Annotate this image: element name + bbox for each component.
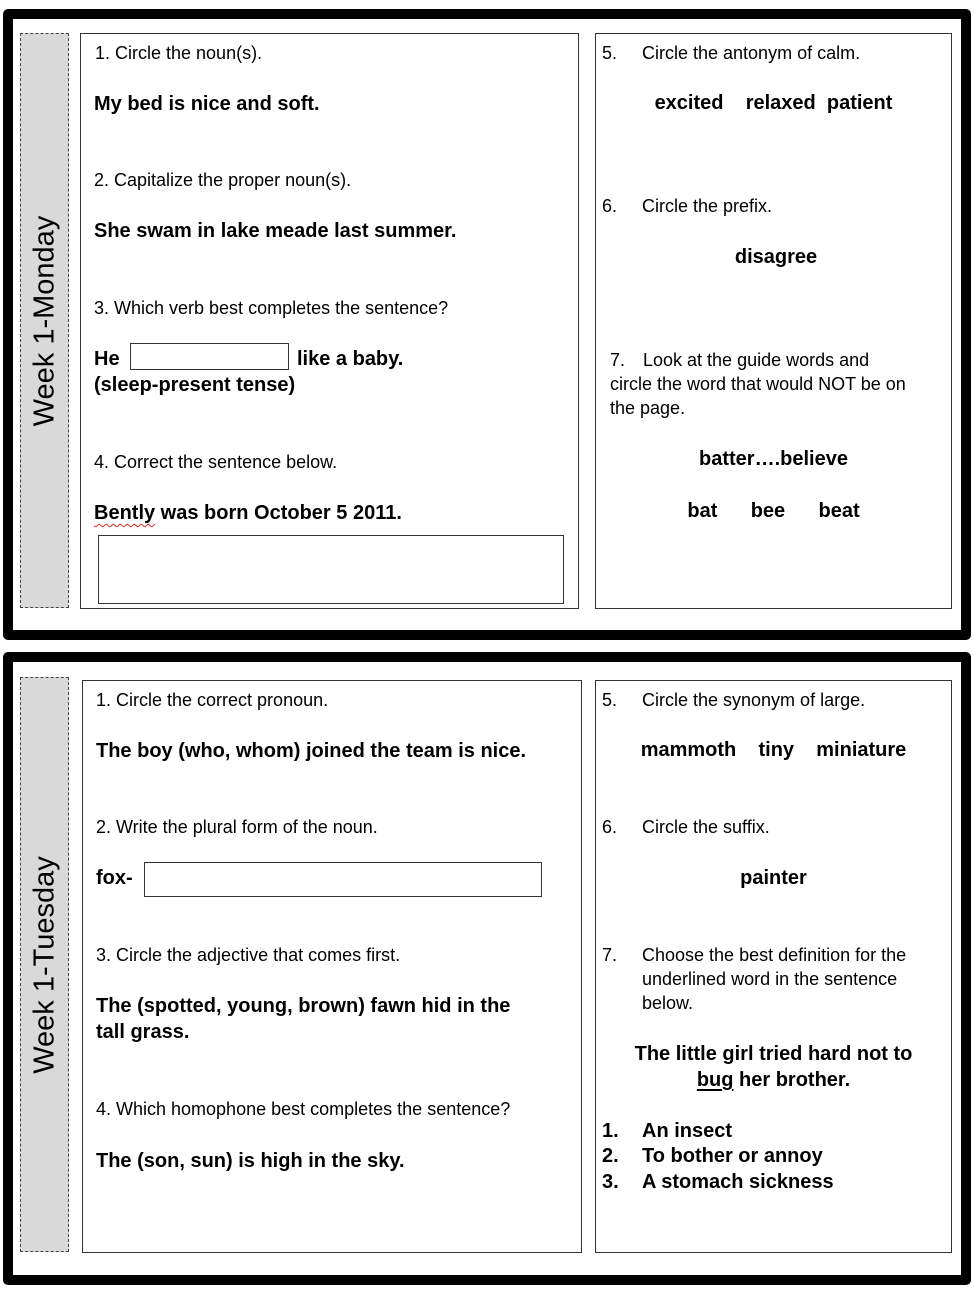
- monday-q4-answer-field[interactable]: [98, 535, 564, 604]
- monday-q6-prompt: Circle the prefix.: [642, 196, 773, 216]
- underlined-word: bug: [696, 1069, 734, 1091]
- tuesday-q7-line2: underlined word in the sentence: [642, 969, 898, 989]
- tuesday-q7-num: 7.: [602, 945, 618, 965]
- tuesday-q6-prompt: Circle the suffix.: [642, 817, 770, 837]
- tuesday-q6-word: painter: [740, 867, 807, 889]
- tuesday-q7-line3: below.: [642, 993, 694, 1013]
- tuesday-q7-choice-3: A stomach sickness: [642, 1171, 834, 1193]
- monday-q3-after: like a baby.: [297, 348, 404, 370]
- tuesday-q7-sentence-line2: [596, 1067, 951, 1093]
- monday-q3-answer-field[interactable]: [130, 343, 289, 370]
- monday-q7-options: bat bee beat: [687, 500, 860, 522]
- monday-q2-sentence: She swam in lake meade last summer.: [94, 220, 457, 242]
- monday-side-tab: [20, 33, 69, 608]
- tuesday-q3-prompt: 3. Circle the adjective that comes first.: [96, 945, 401, 965]
- monday-q4-prompt: 4. Correct the sentence below.: [94, 452, 338, 472]
- tuesday-q7-choice-3-num: 3.: [602, 1171, 619, 1193]
- tuesday-q5-prompt: Circle the synonym of large.: [642, 690, 866, 710]
- tuesday-q7-line1: Choose the best definition for the: [642, 945, 907, 965]
- monday-q5-options: excited relaxed patient: [654, 92, 893, 114]
- monday-q6-word: disagree: [734, 246, 818, 268]
- monday-q7-line3: the page.: [610, 398, 686, 418]
- tuesday-q7-choice-2-num: 2.: [602, 1145, 619, 1167]
- tuesday-side-tab: [20, 677, 69, 1252]
- monday-q2-prompt: 2. Capitalize the proper noun(s).: [94, 170, 352, 190]
- monday-q1-prompt: 1. Circle the noun(s).: [95, 43, 263, 63]
- monday-q5-num: 5.: [602, 43, 618, 63]
- monday-q3-hint: (sleep-present tense): [94, 374, 296, 396]
- monday-q7-line2: circle the word that would NOT be on: [610, 374, 906, 394]
- tuesday-q7-sentence-rest: her brother.: [733, 1069, 851, 1091]
- tuesday-q3-line1: The (spotted, young, brown) fawn hid in the: [96, 995, 511, 1017]
- monday-q5-prompt: Circle the antonym of calm.: [642, 43, 861, 63]
- monday-q3-prompt: 3. Which verb best completes the sentence?: [94, 298, 449, 318]
- monday-q7-num: 7.: [610, 350, 626, 370]
- tuesday-q7-sentence-line1: The little girl tried hard not to: [634, 1043, 913, 1065]
- misspelled-word: Bently: [94, 502, 156, 524]
- monday-label: Week 1-Monday: [28, 215, 60, 426]
- monday-q7-guide-words: batter….believe: [699, 448, 848, 470]
- tuesday-q1-sentence: The boy (who, whom) joined the team is nice.: [96, 740, 527, 762]
- tuesday-q4-prompt: 4. Which homophone best completes the sentence?: [96, 1099, 511, 1119]
- tuesday-q5-num: 5.: [602, 690, 618, 710]
- monday-q3-before: He: [94, 348, 120, 370]
- monday-q7-line1: Look at the guide words and: [643, 350, 870, 370]
- tuesday-q7-choice-1-num: 1.: [602, 1120, 619, 1142]
- tuesday-q7-choice-1: An insect: [642, 1120, 733, 1142]
- tuesday-label: Week 1-Tuesday: [28, 855, 60, 1074]
- tuesday-q2-prompt: 2. Write the plural form of the noun.: [96, 817, 378, 837]
- tuesday-q4-sentence: The (son, sun) is high in the sky.: [96, 1150, 405, 1172]
- tuesday-q6-num: 6.: [602, 817, 618, 837]
- tuesday-q7-choice-2: To bother or annoy: [642, 1145, 823, 1167]
- monday-q4-sentence: [94, 500, 402, 526]
- tuesday-q5-options: mammoth tiny miniature: [640, 739, 907, 761]
- monday-q6-num: 6.: [602, 196, 618, 216]
- monday-q4-sentence-rest: was born October 5 2011.: [155, 502, 402, 524]
- tuesday-q2-word: fox-: [96, 867, 133, 889]
- monday-q1-sentence: My bed is nice and soft.: [94, 93, 320, 115]
- tuesday-q3-line2: tall grass.: [96, 1021, 190, 1043]
- tuesday-q1-prompt: 1. Circle the correct pronoun.: [96, 690, 329, 710]
- tuesday-q2-answer-field[interactable]: [144, 862, 542, 897]
